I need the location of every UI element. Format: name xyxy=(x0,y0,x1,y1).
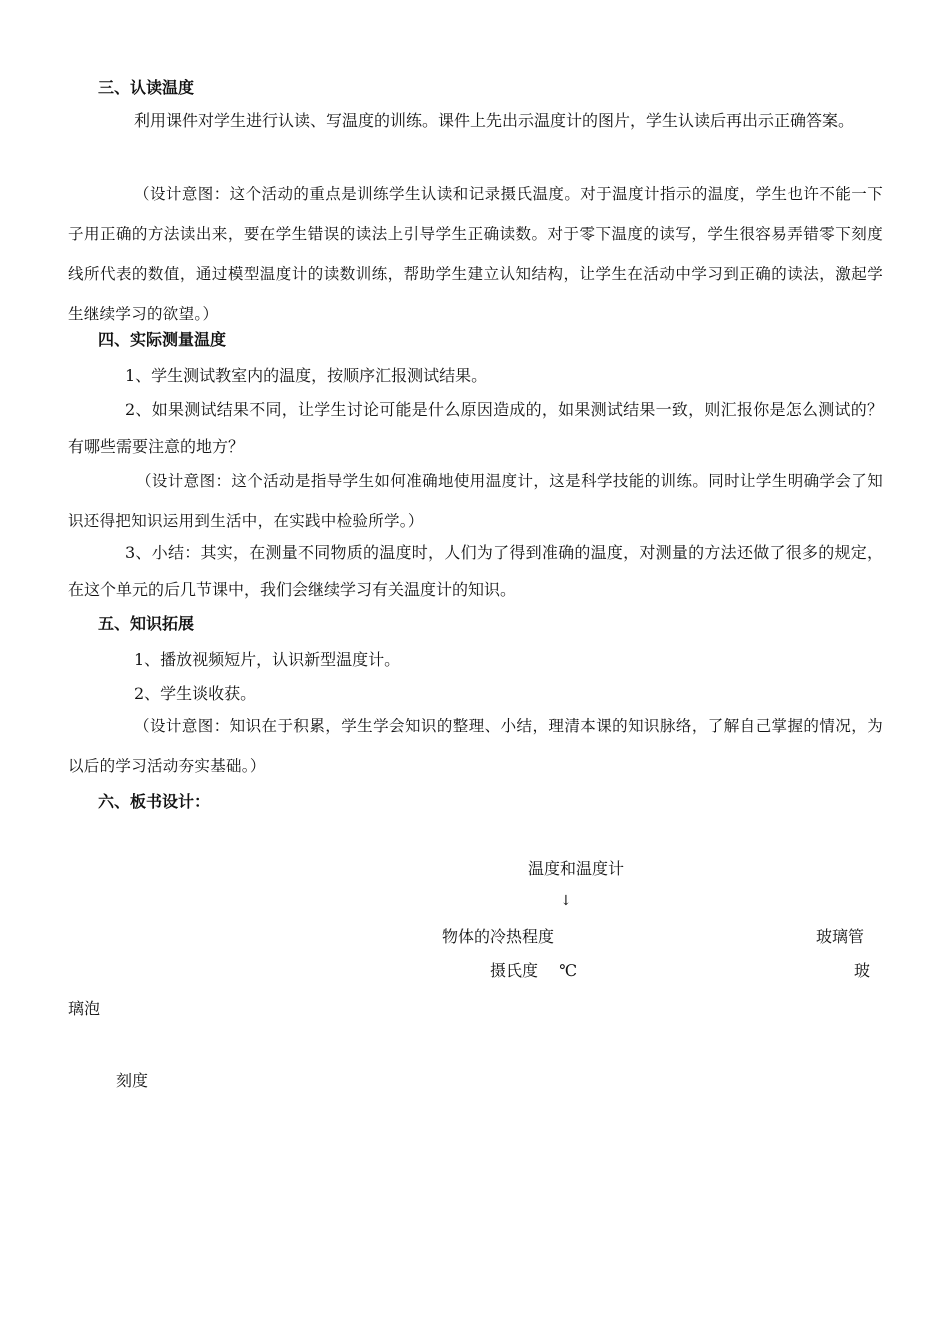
section-heading-4: 四、实际测量温度 xyxy=(98,330,227,349)
s5-item-2: 2、学生谈收获。 xyxy=(134,684,257,703)
s4-item-1: 1、学生测试教室内的温度，按顺序汇报测试结果。 xyxy=(125,366,488,385)
s3-design-intent: （设计意图：这个活动的重点是训练学生认读和记录摄氏温度。对于温度计指示的温度，学生也许不能一下子用正确的方法读出来，要在学生错误的读法上引导学生正确读数。对于零下温度的读写，学生很容易弄错零下刻度线所代表的数值，通过模型温度计的读数训练，帮助学生建立认知结构，让学生在活动中学习到正确的读法，激起学生继续学习的欲望。） xyxy=(68,185,883,323)
s4-item-3: 3、小结：其实，在测量不同物质的温度时，人们为了得到准确的温度，对测量的方法还做了很多的规定，在这个单元的后几节课中，我们会继续学习有关温度计的知识。 xyxy=(68,543,883,599)
board-title: 温度和温度计 xyxy=(528,859,625,878)
section-heading-3: 三、认读温度 xyxy=(98,78,195,97)
board-bulb-part1: 玻 xyxy=(854,961,871,980)
s3-paragraph-1: 利用课件对学生进行认读、写温度的训练。课件上先出示温度计的图片，学生认读后再出示正确答案。 xyxy=(134,111,855,130)
s4-design-intent: （设计意图：这个活动是指导学生如何准确地使用温度计，这是科学技能的训练。同时让学生明确学会了知识还得把知识运用到生活中，在实践中检验所学。） xyxy=(68,472,883,530)
s5-design-intent: （设计意图：知识在于积累，学生学会知识的整理、小结，理清本课的知识脉络，了解自己掌握的情况，为以后的学习活动夯实基础。） xyxy=(68,717,883,775)
board-scale: 刻度 xyxy=(116,1071,149,1090)
down-arrow-icon: ↓ xyxy=(560,893,572,909)
board-glass-tube: 玻璃管 xyxy=(816,927,865,946)
s5-item-1: 1、播放视频短片，认识新型温度计。 xyxy=(134,650,401,669)
section-heading-6: 六、板书设计： xyxy=(98,792,211,811)
board-bulb-part2: 璃泡 xyxy=(68,999,101,1018)
board-definition: 物体的冷热程度 xyxy=(442,927,555,946)
board-unit: 摄氏度 ℃ xyxy=(490,961,577,980)
s4-item-2: 2、如果测试结果不同，让学生讨论可能是什么原因造成的，如果测试结果一致，则汇报你是怎么测试的？有哪些需要注意的地方？ xyxy=(68,400,883,456)
section-heading-5: 五、知识拓展 xyxy=(98,614,195,633)
